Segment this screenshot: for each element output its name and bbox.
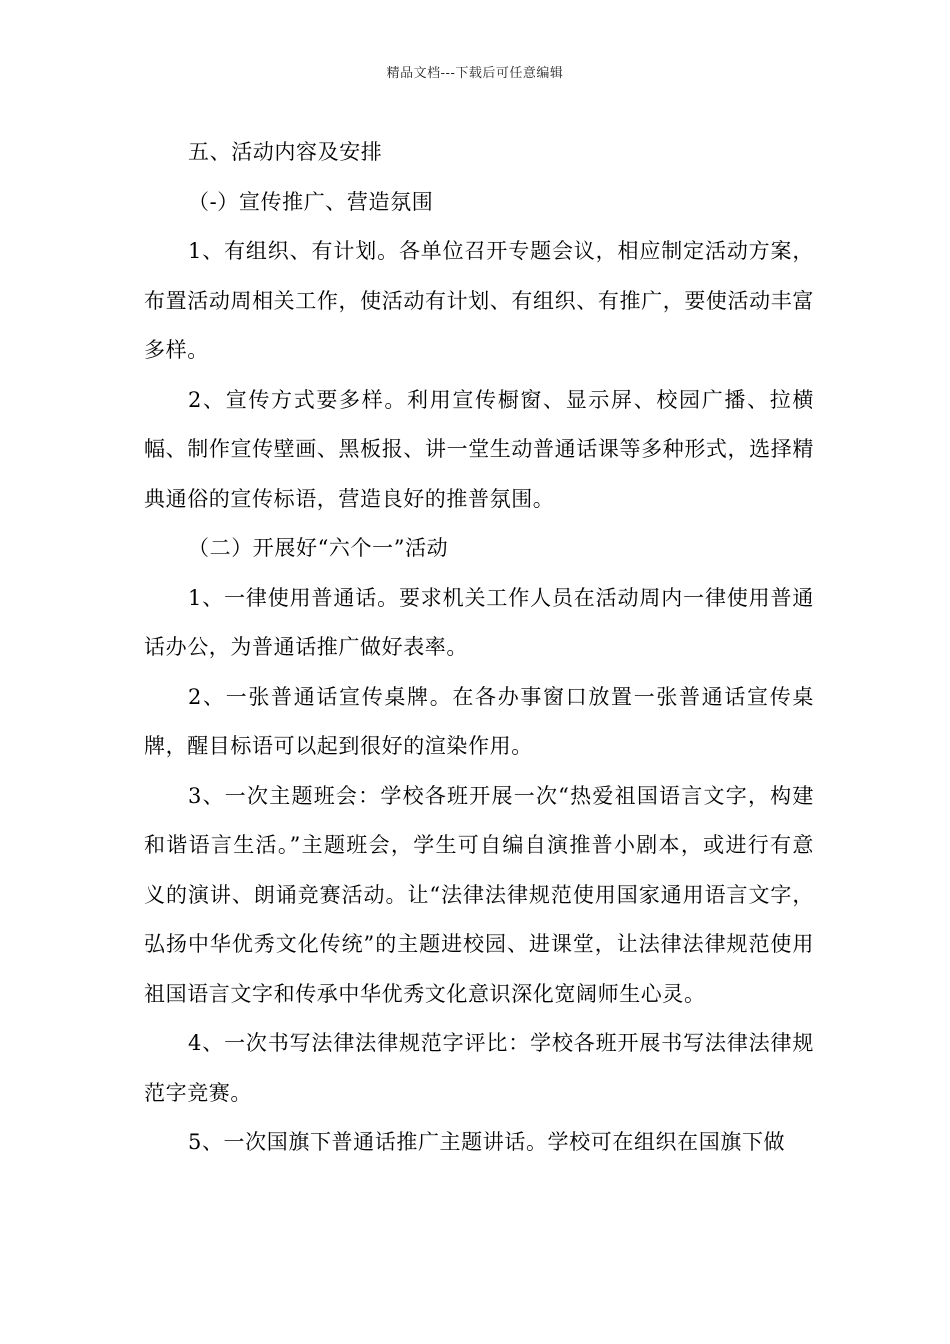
- paragraph: 5、一次国旗下普通话推广主题讲话。学校可在组织在国旗下做: [188, 1130, 786, 1154]
- paragraph: 4、一次书写法律法律规范字评比：学校各班开展书写法律法律规范字竞赛。: [144, 1031, 814, 1105]
- section-heading: 五、活动内容及安排: [188, 140, 383, 164]
- paragraph: 1、有组织、有计划。各单位召开专题会议，相应制定活动方案，布置活动周相关工作，使活动有计划、有组织、有推广，要使活动丰富多样。: [144, 239, 814, 362]
- paragraph: 1、一律使用普通话。要求机关工作人员在活动周内一律使用普通话办公，为普通话推广做好表率。: [144, 585, 814, 659]
- document-body: [144, 128, 814, 1168]
- paragraph: 3、一次主题班会：学校各班开展一次“热爱祖国语言文字，构建和谐语言生活。”主题班会，学生可自编自演推普小剧本，或进行有意义的演讲、朗诵竞赛活动。让“法律法律规范使用国家通用语言文字，弘扬中华优秀文化传统”的主题进校园、进课堂，让法律法律规范使用祖国语言文字和传承中华优秀文化意识深化宽阔师生心灵。: [144, 783, 814, 1006]
- paragraph: 2、宣传方式要多样。利用宣传橱窗、显示屏、校园广播、拉横幅、制作宣传壁画、黑板报、讲一堂生动普通话课等多种形式，选择精典通俗的宣传标语，营造良好的推普氛围。: [144, 387, 814, 511]
- subsection-heading: （-）宣传推广、营造氛围: [188, 189, 434, 214]
- page-header: 精品文档---下载后可任意编辑: [386, 66, 564, 81]
- paragraph: 2、一张普通话宣传桌牌。在各办事窗口放置一张普通话宣传桌牌，醒目标语可以起到很好的渲染作用。: [144, 684, 814, 758]
- subsection-heading: （二）开展好“六个一”活动: [188, 536, 449, 560]
